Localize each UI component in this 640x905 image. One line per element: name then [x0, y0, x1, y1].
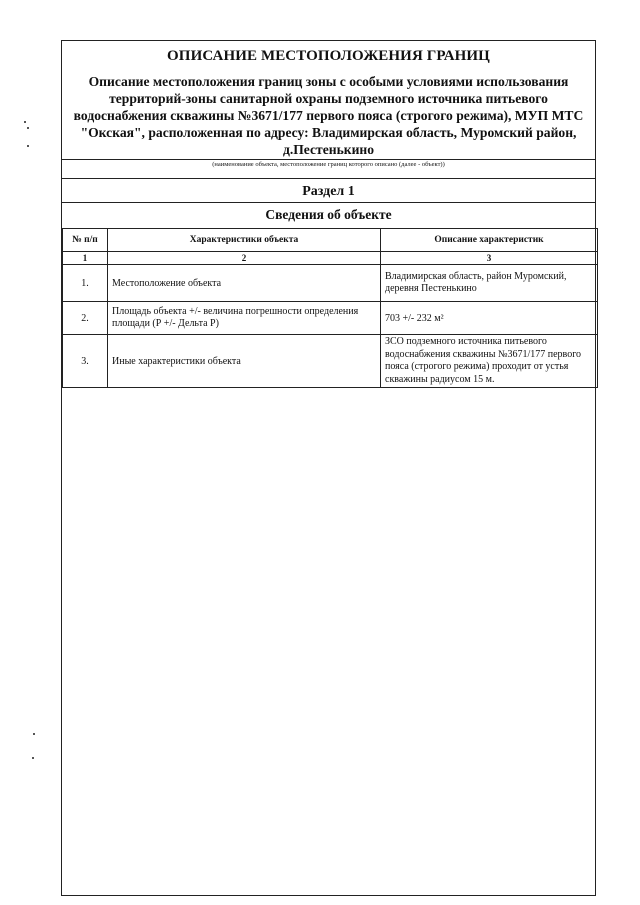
column-number-row: [63, 252, 598, 265]
column-header-num: № п/п: [63, 229, 108, 252]
object-caption: (наименование объекта, местоположение границ которого описано (далее - объект)): [62, 159, 595, 178]
table-row: [63, 335, 598, 388]
scan-speck: [27, 127, 29, 129]
row-characteristic: Местоположение объекта: [108, 265, 381, 302]
row-number: 3.: [63, 335, 108, 388]
scan-speck: [24, 121, 26, 123]
section-title: Сведения об объекте: [265, 207, 392, 222]
column-header-description: Описание характеристик: [381, 229, 598, 252]
row-number: 2.: [63, 302, 108, 335]
scan-speck: [27, 145, 29, 147]
scan-speck: [32, 757, 34, 759]
table-row: [63, 302, 598, 335]
document-header: [62, 41, 595, 170]
row-description: Владимирская область, район Муромский, деревня Пестенькино: [381, 265, 598, 302]
row-number: 1.: [63, 265, 108, 302]
column-number: 1: [63, 252, 108, 265]
divider: [62, 178, 595, 179]
object-description: Описание местоположения границ зоны с особыми условиями использования территорий-зоны санитарной охраны подземного источника питьевого водоснабжения скважины №3671/177 первого пояса (строгого режима), МУП МТС "Окская", расположенная по адресу: Владимирская область, Муромский район, д.Пестенькино: [73, 74, 584, 157]
row-characteristic: Площадь объекта +/- величина погрешности определения площади (Р +/- Дельта Р): [108, 302, 381, 335]
column-number: 3: [381, 252, 598, 265]
document-frame: [61, 40, 596, 896]
table-row: [63, 265, 598, 302]
section-number: Раздел 1: [302, 184, 355, 199]
table-header-row: [63, 229, 598, 252]
row-characteristic: Иные характеристики объекта: [108, 335, 381, 388]
document-title: ОПИСАНИЕ МЕСТОПОЛОЖЕНИЯ ГРАНИЦ: [167, 48, 490, 64]
column-number: 2: [108, 252, 381, 265]
row-description: ЗСО подземного источника питьевого водоснабжения скважины №3671/177 первого пояса (строгого режима) проходит от устья скважины радиусом 15 м.: [381, 335, 598, 388]
divider: [62, 202, 595, 203]
row-description: 703 +/- 232 м²: [381, 302, 598, 335]
scan-speck: [33, 733, 35, 735]
column-header-characteristic: Характеристики объекта: [108, 229, 381, 252]
object-info-table: [62, 228, 598, 388]
